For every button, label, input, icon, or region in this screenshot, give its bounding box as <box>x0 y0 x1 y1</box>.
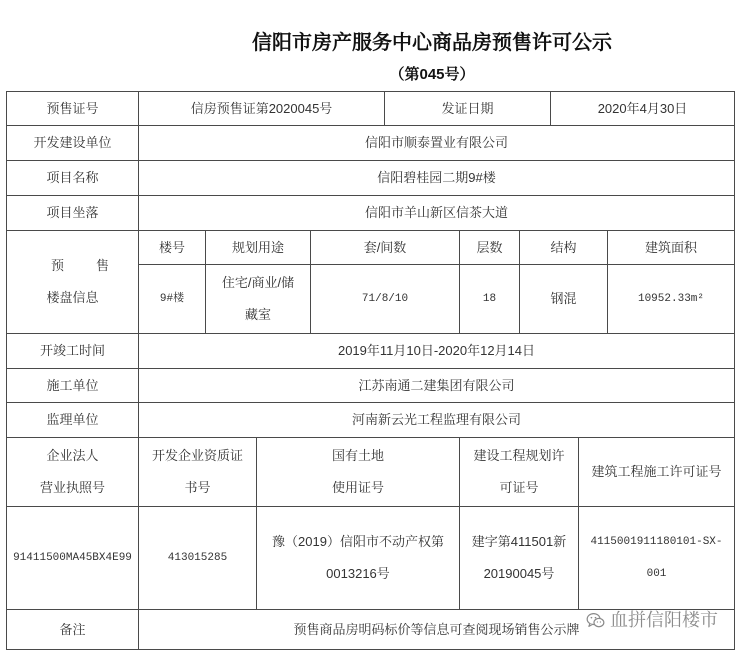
supervisor-label: 监理单位 <box>7 403 139 438</box>
qualification-cert-header: 开发企业资质证 书号 <box>139 438 257 507</box>
supervisor-value: 河南新云光工程监理有限公司 <box>139 403 735 438</box>
floor-count-header: 层数 <box>460 231 520 265</box>
land-use-cert-value: 豫（2019）信阳市不动产权第 0013216号 <box>257 507 460 610</box>
permit-number-label: 预售证号 <box>7 92 139 126</box>
watermark <box>586 609 718 631</box>
remarks-label: 备注 <box>7 610 139 650</box>
project-name-value: 信阳碧桂园二期9#楼 <box>139 161 735 196</box>
project-location-label: 项目坐落 <box>7 196 139 231</box>
unit-count-value: 71/8/10 <box>311 265 460 334</box>
presale-permit-table <box>6 91 735 650</box>
presale-label-line1: 预售 <box>51 258 109 273</box>
wechat-icon <box>586 612 605 629</box>
planned-use-value: 住宅/商业/储 藏室 <box>206 265 311 334</box>
project-location-value: 信阳市羊山新区信茶大道 <box>139 196 735 231</box>
permit-number-value: 信房预售证第2020045号 <box>139 92 385 126</box>
planned-use-header: 规划用途 <box>206 231 311 265</box>
land-use-cert-header: 国有土地 使用证号 <box>257 438 460 507</box>
developer-label: 开发建设单位 <box>7 126 139 161</box>
issue-date-label: 发证日期 <box>385 92 551 126</box>
planning-permit-header: 建设工程规划许 可证号 <box>460 438 579 507</box>
remarks-value: 预售商品房明码标价等信息可查阅现场销售公示牌 <box>139 610 735 650</box>
contractor-value: 江苏南通二建集团有限公司 <box>139 369 735 403</box>
unit-count-header: 套/间数 <box>311 231 460 265</box>
business-license-value: 91411500MA45BX4E99 <box>7 507 139 610</box>
floor-area-value: 10952.33m² <box>608 265 735 334</box>
floor-area-header: 建筑面积 <box>608 231 735 265</box>
construction-period-value: 2019年11月10日-2020年12月14日 <box>139 334 735 369</box>
structure-header: 结构 <box>520 231 608 265</box>
presale-label-line2: 楼盘信息 <box>46 290 99 305</box>
contractor-label: 施工单位 <box>7 369 139 403</box>
page-title: 信阳市房产服务中心商品房预售许可公示 <box>252 32 612 54</box>
presale-info-label <box>7 231 139 334</box>
building-no-header: 楼号 <box>139 231 206 265</box>
qualification-cert-value: 413015285 <box>139 507 257 610</box>
developer-value: 信阳市顺泰置业有限公司 <box>139 126 735 161</box>
floor-count-value: 18 <box>460 265 520 334</box>
construction-permit-value: 4115001911180101-SX- 001 <box>579 507 735 610</box>
notice-number: （第045号） <box>389 66 475 83</box>
construction-period-label: 开竣工时间 <box>7 334 139 369</box>
planning-permit-value: 建字第411501新 20190045号 <box>460 507 579 610</box>
building-no-value: 9#楼 <box>139 265 206 334</box>
watermark-text: 血拼信阳楼市 <box>610 610 718 630</box>
issue-date-value: 2020年4月30日 <box>551 92 735 126</box>
structure-value: 钢混 <box>520 265 608 334</box>
business-license-header: 企业法人 营业执照号 <box>7 438 139 507</box>
project-name-label: 项目名称 <box>7 161 139 196</box>
construction-permit-header: 建筑工程施工许可证号 <box>579 438 735 507</box>
